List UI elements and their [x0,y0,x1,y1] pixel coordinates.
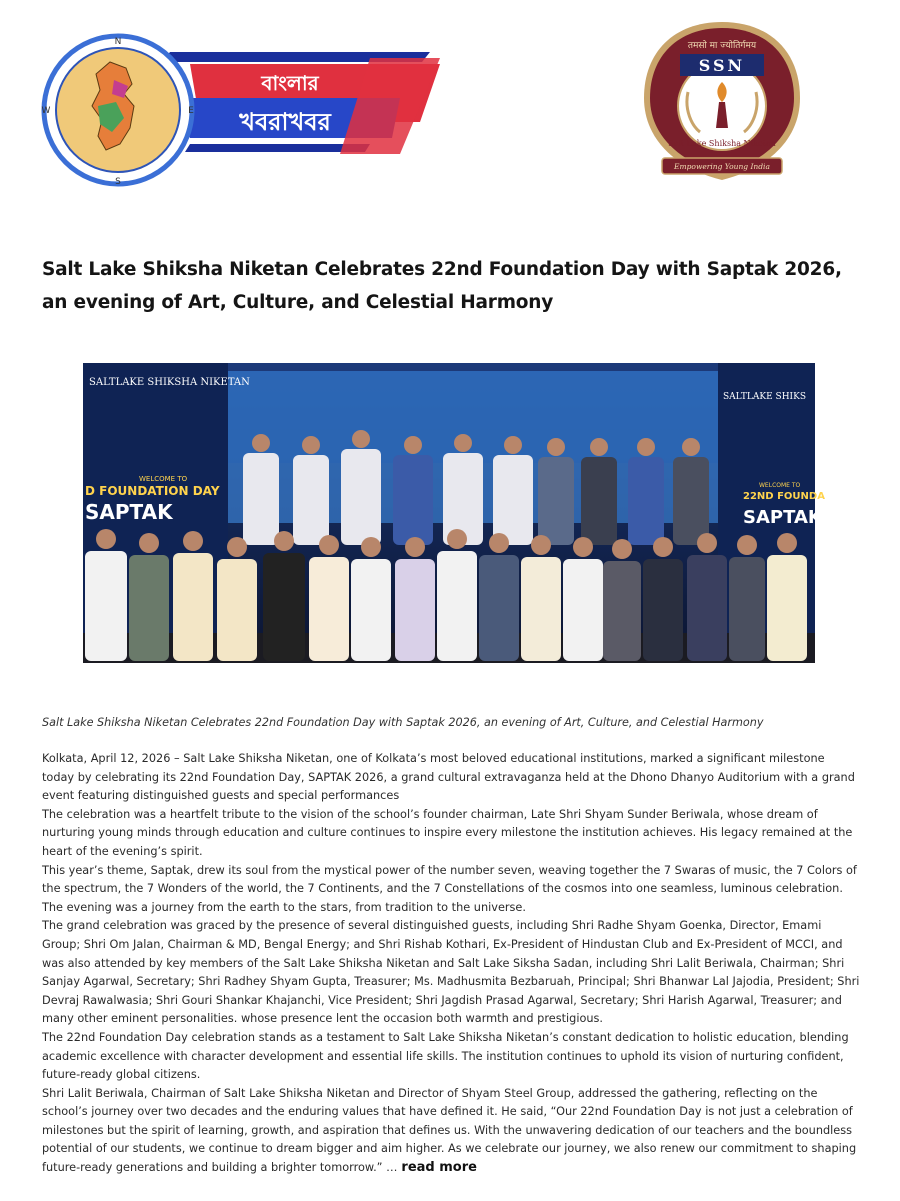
paragraph: The celebration was a heartfelt tribute to the vision of the school’s founder chairman, Late Shri Shyam Sunder Beriwala, whose dream of nurturing young minds through education and culture continues to inspire every milestone the institution achieves. His legacy remained at the heart of the evening’s spirit. [42,807,853,858]
event-photo [83,363,825,663]
ssn-initials: SSN [698,56,746,75]
event-left: D FOUNDATION DAY [85,484,220,498]
compass-s: S [115,177,121,187]
saptak-right: SAPTAK [743,507,822,528]
logo-line1: বাংলার [261,71,319,95]
article-body [42,750,860,1178]
paragraph: Kolkata, April 12, 2026 – Salt Lake Shiksha Niketan, one of Kolkata’s most beloved educational institutions, marked a significant milestone today by celebrating its 22nd Foundation Day, SAPTAK 2026, a grand cultural extravaganza held at the Dhono Dhanyo Auditorium with a grand event featuring distinguished guests and special performances [42,752,855,803]
event-photo-illustration [83,363,825,663]
logo-line2: খবরাখবর [239,108,331,136]
paragraph: The 22nd Foundation Day celebration stands as a testament to Salt Lake Shiksha Niketan’s constant dedication to holistic education, blending academic excellence with character development and essential life skills. The institution continues to uphold its vision of nurturing confident, future-ready global citizens. [42,1030,849,1082]
event-right: 22ND FOUNDA [743,491,825,502]
compass-w: W [41,106,51,116]
read-more-link[interactable]: read more [401,1160,477,1176]
photo-caption: Salt Lake Shiksha Niketan Celebrates 22nd Foundation Day with Saptak 2026, an evening of Art, Culture, and Celestial Harmony [42,716,764,729]
compass-e: E [188,106,194,116]
saptak-left: SAPTAK [85,500,173,524]
paragraph-last [42,1085,860,1178]
ssn-name: Salt Lake Shiksha Niketan [668,139,776,148]
bengal-map-compass-icon [42,36,195,187]
banner-right: SALTLAKE SHIKS [723,392,806,402]
article-headline: Salt Lake Shiksha Niketan Celebrates 22nd Foundation Day with Saptak 2026, an evening of Art, Culture, and Celestial Harmony [42,259,842,313]
ssn-motto: तमसो मा ज्योतिर्गमय [687,41,757,51]
paragraph-text: Shri Lalit Beriwala, Chairman of Salt Lake Shiksha Niketan and Director of Shyam Steel Group, addressed the gathering, reflecting on the school’s journey over two decades and the enduring values that have defined it. He said, “Our 22nd Foundation Day is not just a celebration of milestones but the spirit of learning, growth, and aspiration that defines us. With the unwavering dedication of our teachers and the boundless potential of our students, we continue to dream bigger and aim higher. As we celebrate our journey, we also renew our commitment to shaping future-ready generations and building a brighter tomorrow.” … [42,1086,857,1175]
compass-n: N [114,37,122,47]
ssn-logo [640,18,805,198]
welcome-right: WELCOME TO [759,482,801,489]
welcome-left: WELCOME TO [139,475,188,483]
paragraph: The grand celebration was graced by the presence of several distinguished guests, including Shri Radhe Shyam Goenka, Director, Emami Group; Shri Om Jalan, Chairman & MD, Bengal Energy; and Shri Rishab Kothari, Ex-President of Hindustan Club and Ex-President of MCCI, and was also attended by key members of the Salt Lake Shiksha Niketan and Salt Lake Siksha Sadan, including Shri Lalit Beriwala, Chairman; Shri Sanjay Agarwal, Secretary; Shri Radhey Shyam Gupta, Treasurer; Ms. Madhusmita Bezbaruah, Principal; Shri Bhanwar Lal Jajodia, President; Shri Devraj Rawalwasia; Shri Gouri Shankar Khajanchi, Vice President; Shri Jagdish Prasad Agarwal, Secretary; Shri Harish Agarwal, Treasurer; and many other eminent personalities. whose presence lent the occasion both warmth and prestigious. [42,919,860,1026]
paragraph: This year’s theme, Saptak, drew its soul from the mystical power of the number seven, weaving together the 7 Swaras of music, the 7 Colors of the spectrum, the 7 Wonders of the world, the 7 Continents, and the 7 Constellations of the cosmos into one seamless, luminous celebration. The evening was a journey from the earth to the stars, from tradition to the universe. [42,863,857,914]
banner-left: SALTLAKE SHIKSHA NIKETAN [89,377,250,388]
ssn-tagline: Empowering Young India [674,162,770,171]
bangla-khabor-logo [40,32,440,192]
logo-stripes [162,52,440,154]
